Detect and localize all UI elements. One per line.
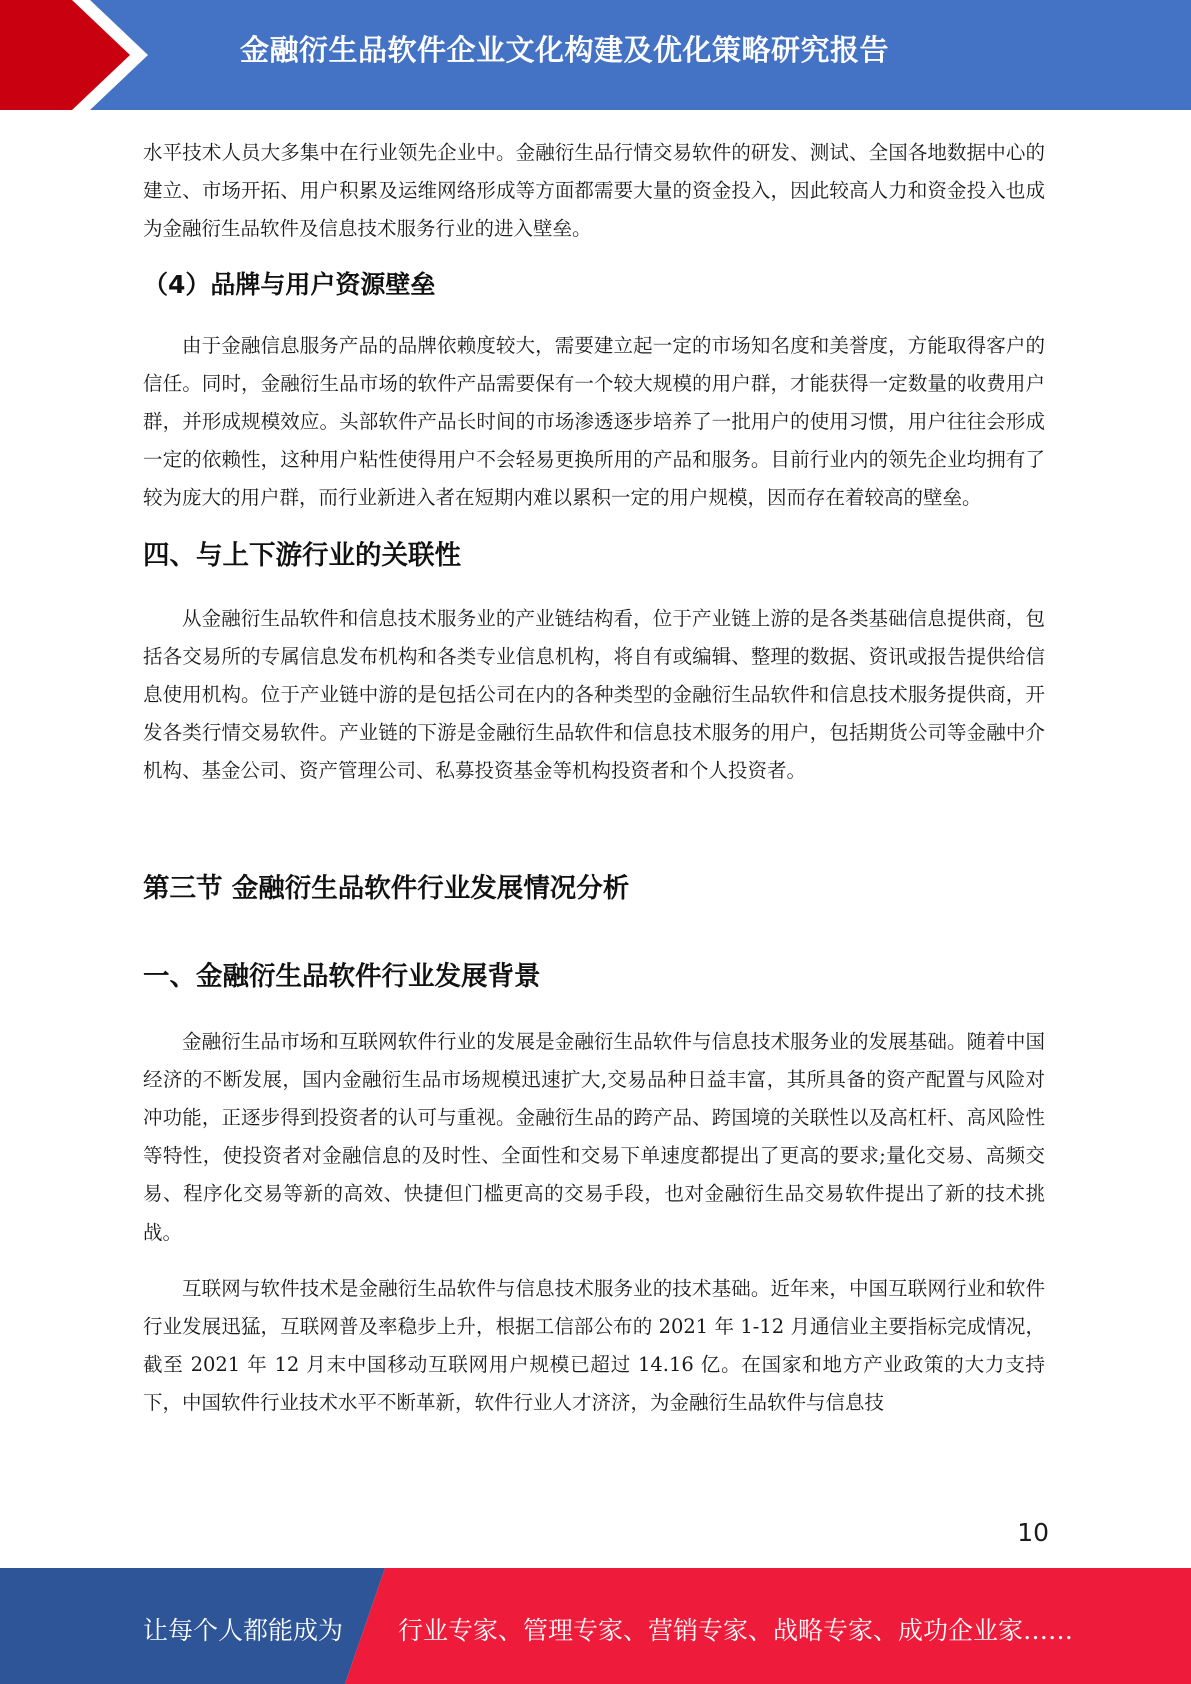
paragraph-industry-chain: 从金融衍生品软件和信息技术服务业的产业链结构看，位于产业链上游的是各类基础信息提供商，包括各交易所的专属信息发布机构和各类专业信息机构，将自有或编辑、整理的数据、资讯或报告提供给信息使用机构。位于产业链中游的是包括公司在内的各种类型的金融衍生品软件和信息技术服务提供商，开发各类行情交易软件。产业链的下游是金融衍生品软件和信息技术服务的用户，包括期货公司等金融中介机构、基金公司、资产管理公司、私募投资基金等机构投资者和个人投资者。 <box>143 606 1045 783</box>
footer-slogan-left: 让每个人都能成为 <box>143 1616 344 1645</box>
report-title: 金融衍生品软件企业文化构建及优化策略研究报告 <box>240 33 890 67</box>
page-number: 10 <box>1017 1518 1049 1547</box>
heading-brand-user-barrier: （4）品牌与用户资源壁垒 <box>143 269 436 299</box>
heading-upstream-downstream: 四、与上下游行业的关联性 <box>143 539 461 571</box>
paragraph-market-foundation: 金融衍生品市场和互联网软件行业的发展是金融衍生品软件与信息技术服务业的发展基础。随着中国经济的不断发展，国内金融衍生品市场规模迅速扩大,交易品种日益丰富，其所具备的资产配置与风险对冲功能，正逐步得到投资者的认可与重视。金融衍生品的跨产品、跨国境的关联性以及高杠杆、高风险性等特性，使投资者对金融信息的及时性、全面性和交易下单速度都提出了更高的要求;量化交易、高频交易、程序化交易等新的高效、快捷但门槛更高的交易手段，也对金融衍生品交易软件提出了新的技术挑战。 <box>143 1029 1045 1244</box>
paragraph-tech-foundation: 互联网与软件技术是金融衍生品软件与信息技术服务业的技术基础。近年来，中国互联网行业和软件行业发展迅猛，互联网普及率稳步上升，根据工信部公布的 2021 年 1-12 月通信业主要指标完成情况，截至 2021 年 12 月末中国移动互联网用户规模已超过 14.16 亿。在国家和地方产业政策的大力支持下，中国软件行业技术水平不断革新，软件行业人才济济，为金融衍生品软件与信息技 <box>143 1276 1045 1415</box>
paragraph-brand-user-barrier: 由于金融信息服务产品的品牌依赖度较大，需要建立起一定的市场知名度和美誉度，方能取得客户的信任。同时，金融衍生品市场的软件产品需要保有一个较大规模的用户群，才能获得一定数量的收费用户群，并形成规模效应。头部软件产品长时间的市场渗透逐步培养了一批用户的使用习惯，用户往往会形成一定的依赖性，这种用户粘性使得用户不会轻易更换所用的产品和服务。目前行业内的领先企业均拥有了较为庞大的用户群，而行业新进入者在短期内难以累积一定的用户规模，因而存在着较高的壁垒。 <box>143 333 1045 510</box>
heading-industry-background: 一、金融衍生品软件行业发展背景 <box>143 960 541 992</box>
footer-slogan-right: 行业专家、管理专家、营销专家、战略专家、成功企业家…… <box>398 1616 1074 1645</box>
page-header-banner <box>0 0 1191 110</box>
section-three-title: 第三节 金融衍生品软件行业发展情况分析 <box>143 872 630 904</box>
document-body <box>143 132 1045 1423</box>
paragraph-funding-barrier: 水平技术人员大多集中在行业领先企业中。金融衍生品行情交易软件的研发、测试、全国各地数据中心的建立、市场开拓、用户积累及运维网络形成等方面都需要大量的资金投入，因此较高人力和资金投入也成为金融衍生品软件及信息技术服务行业的进入壁垒。 <box>143 141 1045 241</box>
page-footer-banner <box>0 1568 1191 1684</box>
